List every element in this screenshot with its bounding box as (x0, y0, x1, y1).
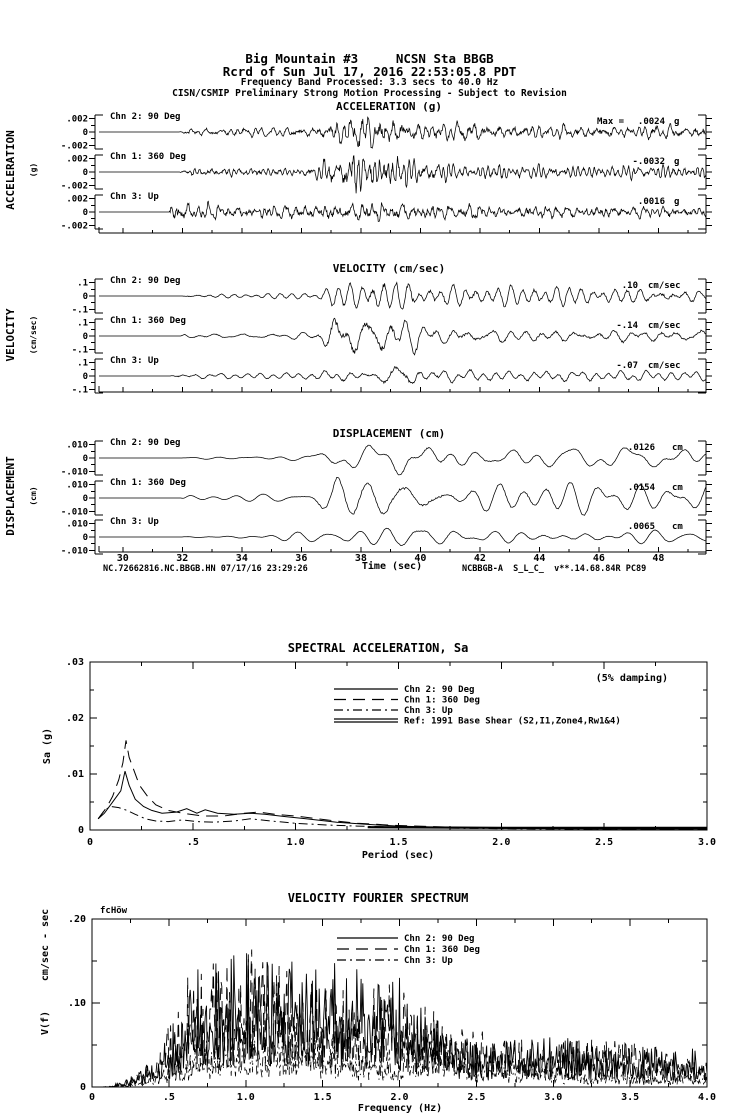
record-datetime: Rcrd of Sun Jul 17, 2016 22:53:05.8 PDT (222, 64, 517, 79)
fourier-plot (40, 891, 716, 1114)
channel-label: Chn 1: 360 Deg (110, 316, 186, 326)
y-axis-title: V(f) (40, 1010, 51, 1036)
x-tick-label: 34 (235, 553, 248, 564)
x-axis-title: Frequency (Hz) (357, 1103, 443, 1114)
max-unit-label: g (674, 197, 680, 207)
channel-label: Chn 3: Up (110, 192, 159, 202)
max-value-label: -.14 (616, 321, 638, 331)
channel-label: Chn 2: 90 Deg (110, 438, 181, 448)
channel-label: Chn 1: 360 Deg (110, 478, 186, 488)
legend-entry (337, 934, 474, 944)
channel-label: Chn 2: 90 Deg (110, 276, 181, 286)
frequency-band-note: Frequency Band Processed: 3.3 secs to 40.0 Hz (240, 77, 499, 88)
y-tick-label: 0 (82, 208, 88, 218)
trace-chn1-360 (61, 477, 712, 517)
trace-chn2-90 (72, 276, 712, 315)
legend (334, 685, 621, 727)
trace-chn1-360 (72, 316, 712, 355)
panel-title: ACCELERATION (g) (336, 100, 442, 113)
channel-label: Chn 3: Up (110, 517, 159, 527)
y-tick-label: -.010 (60, 546, 88, 557)
x-tick-label: 38 (354, 553, 367, 564)
fc-annotation: fcHöw (100, 906, 128, 916)
x-tick-label: 44 (533, 553, 546, 564)
y-tick-label: 0 (82, 454, 88, 464)
y-tick-label: -.002 (60, 181, 88, 192)
x-tick-label: 1.5 (313, 1092, 332, 1103)
x-tick-label: 42 (473, 553, 486, 564)
y-tick-label: .1 (77, 358, 88, 369)
y-tick-label: .1 (77, 318, 88, 329)
y-tick-label: .010 (66, 480, 88, 491)
y-tick-label: 0 (79, 1082, 86, 1093)
legend-label: Chn 3: Up (404, 956, 453, 966)
y-tick-label: -.002 (60, 141, 88, 152)
y-tick-label: .20 (67, 914, 86, 925)
legend-label: Chn 2: 90 Deg (404, 934, 475, 944)
x-tick-label: 1.0 (286, 837, 305, 848)
time-axis (99, 546, 706, 552)
processing-note: CISN/CSMIP Preliminary Strong Motion Processing - Subject to Revision (172, 87, 567, 99)
report-header (0, 52, 739, 99)
y-tick-label: -.1 (71, 345, 88, 356)
y-tick-label: -.1 (71, 305, 88, 316)
legend-entry (334, 717, 621, 727)
legend-label: Chn 1: 360 Deg (404, 945, 480, 955)
waveform-chn3-up (99, 528, 706, 545)
x-tick-label: 3.0 (544, 1092, 563, 1103)
trace-chn2-90 (61, 438, 712, 477)
y-tick-label: -.010 (60, 467, 88, 478)
max-value-label: -.0032 (632, 157, 665, 167)
x-tick-label: 1.5 (389, 837, 408, 848)
trace-axis-brackets (89, 195, 712, 229)
max-value-label: .0126 (627, 443, 655, 453)
plot-frame (90, 662, 707, 830)
y-tick-label: 0 (82, 332, 88, 342)
max-unit-label: cm (672, 443, 683, 453)
max-value-label: .0154 (627, 483, 655, 493)
x-tick-label: 2.0 (492, 837, 511, 848)
max-unit-label: cm/sec (648, 361, 681, 371)
waveform-chn1-360 (99, 318, 706, 355)
time-axis (99, 227, 706, 233)
y-axis-title: Sa (g) (42, 727, 53, 765)
y-tick-label: .10 (67, 998, 86, 1009)
max-unit-label: cm (672, 522, 683, 532)
y-tick-label: 0 (82, 292, 88, 302)
x-tick-label: 2.0 (390, 1092, 409, 1103)
legend-entry (334, 696, 480, 706)
displacement-panel (4, 427, 712, 574)
y-tick-label: .002 (66, 194, 88, 205)
x-tick-label: 36 (295, 553, 308, 564)
legend-entry (334, 685, 474, 695)
legend-entry (337, 956, 453, 966)
y-tick-label: 0 (82, 372, 88, 382)
record-id-text: NC.72662816.NC.BBGB.HN 07/17/16 23:29:26 (103, 564, 308, 574)
acceleration-panel (4, 100, 712, 233)
legend-label: Chn 3: Up (404, 706, 453, 716)
x-tick-label: .5 (162, 1092, 175, 1103)
velocity-fourier-figure (0, 885, 739, 1115)
y-tick-label: .02 (65, 713, 84, 724)
x-tick-label: 48 (652, 553, 665, 564)
x-tick-label: 2.5 (467, 1092, 486, 1103)
y-tick-label: .010 (66, 519, 88, 530)
max-value-label: .0016 (637, 197, 665, 207)
y-tick-label: 0 (82, 168, 88, 178)
waveform-chn2-90 (99, 283, 706, 310)
y-tick-label: -.010 (60, 507, 88, 518)
y-axis-unit: cm/sec - sec (40, 908, 51, 982)
x-tick-label: 3.5 (621, 1092, 640, 1103)
x-tick-label: 4.0 (697, 1092, 717, 1103)
max-unit-label: cm/sec (648, 281, 681, 291)
max-unit-label: cm (672, 483, 683, 493)
y-axis-unit: (cm/sec) (29, 315, 38, 355)
x-axis-title: Time (sec) (361, 561, 423, 572)
velocity-panel (4, 262, 712, 395)
legend-entry (334, 706, 453, 716)
channel-label: Chn 2: 90 Deg (110, 112, 181, 122)
y-tick-label: .002 (66, 114, 88, 125)
damping-annotation: (5% damping) (595, 673, 668, 684)
legend-label: Chn 2: 90 Deg (404, 685, 475, 695)
y-tick-label: .010 (66, 440, 88, 451)
legend (337, 934, 480, 966)
channel-label: Chn 1: 360 Deg (110, 152, 186, 162)
y-axis-title: VELOCITY (4, 308, 17, 362)
figure-title: VELOCITY FOURIER SPECTRUM (287, 891, 469, 905)
max-unit-label: g (674, 117, 680, 127)
max-value-label: .10 (621, 281, 638, 291)
x-tick-label: 0 (86, 837, 94, 848)
panel-title: DISPLACEMENT (cm) (332, 427, 446, 440)
y-axis-unit: (g) (29, 162, 38, 178)
x-tick-label: 30 (116, 553, 129, 564)
y-tick-label: .01 (65, 769, 84, 780)
station-title: Big Mountain #3 NCSN Sta BBGB (245, 51, 494, 66)
figure-title: SPECTRAL ACCELERATION, Sa (287, 641, 469, 655)
y-tick-label: .1 (77, 278, 88, 289)
panel-title: VELOCITY (cm/sec) (332, 262, 446, 275)
max-unit-label: g (674, 157, 680, 167)
sa-plot (42, 641, 716, 861)
y-axis-title: DISPLACEMENT (4, 456, 17, 536)
max-value-label: .0065 (627, 522, 655, 532)
x-tick-label: 3.0 (697, 837, 717, 848)
trace-chn3-up (72, 356, 712, 395)
x-tick-label: 1.0 (236, 1092, 255, 1103)
max-unit-label: cm/sec (648, 321, 681, 331)
waveform-chn2-90 (99, 445, 706, 475)
timeseries-figure (0, 95, 739, 585)
x-tick-label: 32 (176, 553, 189, 564)
trace-chn3-up (61, 517, 712, 556)
legend-entry (337, 945, 480, 955)
legend-label: Chn 1: 360 Deg (404, 695, 480, 706)
spectral-acceleration-figure (0, 630, 739, 870)
waveform-chn3-up (99, 201, 706, 221)
y-tick-label: 0 (82, 128, 88, 138)
processing-code-text: NCBBGB-A S_L_C_ v**.14.68.84R PC89 (462, 564, 647, 574)
waveform-chn1-360 (99, 477, 706, 515)
y-tick-label: 0 (82, 533, 88, 543)
waveform-chn1-360 (99, 156, 706, 194)
waveform-chn3-up (99, 367, 706, 384)
time-axis (99, 386, 706, 392)
sa-series-1 (98, 740, 707, 829)
channel-label: Chn 3: Up (110, 356, 159, 366)
x-tick-label: 2.5 (595, 837, 614, 848)
trace-chn1-360 (61, 152, 712, 193)
sa-series-3 (368, 827, 707, 828)
x-tick-label: 0 (88, 1092, 96, 1103)
y-axis-unit: (cm) (29, 486, 38, 506)
y-axis-title: ACCELERATION (4, 130, 17, 210)
max-value-label: -.07 (616, 361, 638, 371)
max-value-label: .0024 (637, 117, 665, 127)
trace-chn3-up (61, 192, 712, 231)
x-tick-label: 40 (414, 553, 427, 564)
x-axis-title: Period (sec) (361, 850, 435, 861)
max-prefix-label: Max = (597, 117, 625, 127)
legend-label: Ref: 1991 Base Shear (S2,I1,Zone4,Rw1&4) (404, 716, 621, 727)
trace-chn2-90 (61, 112, 712, 151)
y-tick-label: 0 (77, 825, 84, 836)
y-tick-label: .03 (65, 657, 84, 668)
y-tick-label: -.002 (60, 221, 88, 232)
y-tick-label: 0 (82, 494, 88, 504)
y-tick-label: .002 (66, 154, 88, 165)
y-tick-label: -.1 (71, 385, 88, 396)
x-tick-label: .5 (186, 837, 199, 848)
x-tick-label: 46 (592, 553, 605, 564)
